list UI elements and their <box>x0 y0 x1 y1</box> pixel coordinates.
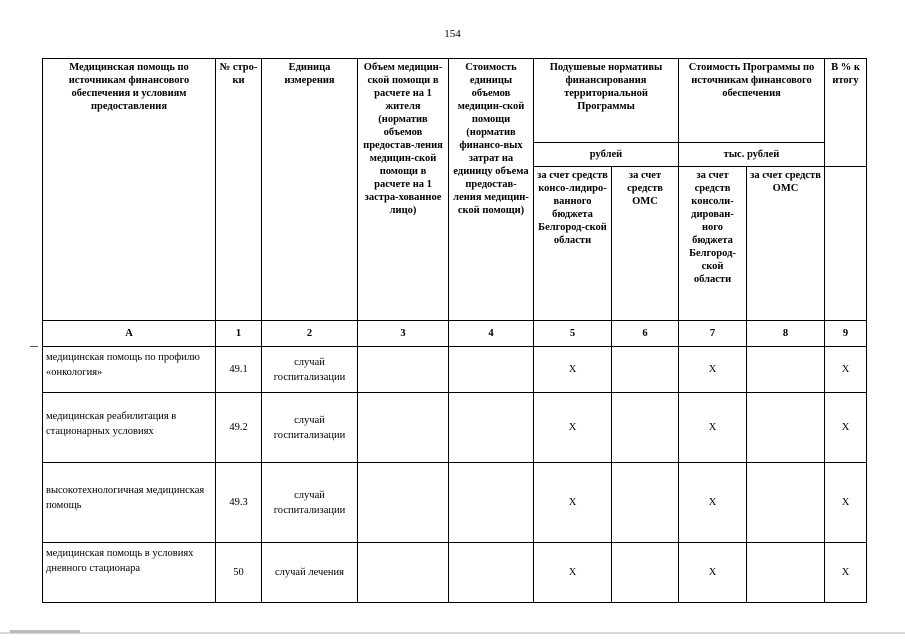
header-unit-cost: Стоимость единицы объемов медицин-ской помощи (норматив финансо-вых затрат на единицу объема предостав-ления медицин-ской помощи) <box>449 59 534 321</box>
table-row <box>43 393 867 463</box>
row-unit: случай госпитализации <box>262 393 358 463</box>
row-c7: X <box>679 347 747 393</box>
index-cell: 9 <box>825 321 867 347</box>
index-cell: 5 <box>534 321 612 347</box>
table-row <box>43 543 867 603</box>
row-c7: X <box>679 543 747 603</box>
header-thousand-rubles: тыс. рублей <box>679 143 825 167</box>
row-unit: случай госпитализации <box>262 347 358 393</box>
row-line: 49.3 <box>216 463 262 543</box>
header-volume: Объем медицин-ской помощи в расчете на 1 жителя (норматив объемов предостав-ления медицин-ской помощи в расчете на 1 застра-хованное лицо) <box>358 59 449 321</box>
row-c5: X <box>534 463 612 543</box>
scan-margin-mark <box>30 346 38 347</box>
header-rubles: рублей <box>534 143 679 167</box>
row-volume <box>358 393 449 463</box>
row-c6 <box>612 393 679 463</box>
row-c9: X <box>825 543 867 603</box>
column-index-row <box>43 321 867 347</box>
row-unit: случай госпитализации <box>262 463 358 543</box>
header-percent-total: В % к итогу <box>825 59 867 167</box>
scan-bottom-edge-mark <box>10 630 80 633</box>
index-cell: 4 <box>449 321 534 347</box>
row-c8 <box>747 463 825 543</box>
row-c8 <box>747 543 825 603</box>
row-c6 <box>612 463 679 543</box>
table-row <box>43 463 867 543</box>
row-unit-cost <box>449 543 534 603</box>
header-oms-rub: за счет средств ОМС <box>612 167 679 321</box>
row-line: 50 <box>216 543 262 603</box>
financing-table <box>42 58 867 603</box>
index-cell: 6 <box>612 321 679 347</box>
row-volume <box>358 347 449 393</box>
index-cell: 2 <box>262 321 358 347</box>
header-line-number: № стро-ки <box>216 59 262 321</box>
row-line: 49.2 <box>216 393 262 463</box>
row-name: медицинская помощь по профилю «онкология» <box>43 347 216 393</box>
index-cell: 1 <box>216 321 262 347</box>
row-c6 <box>612 543 679 603</box>
row-line: 49.1 <box>216 347 262 393</box>
row-unit-cost <box>449 347 534 393</box>
row-unit-cost <box>449 463 534 543</box>
header-consolidated-budget-tys: за счет средств консоли-дирован-ного бюджета Белгород-ской области <box>679 167 747 321</box>
row-name: медицинская реабилитация в стационарных условиях <box>43 393 216 463</box>
row-name: медицинская помощь в условиях дневного стационара <box>43 543 216 603</box>
row-c6 <box>612 347 679 393</box>
row-c7: X <box>679 393 747 463</box>
header-medical-care: Медицинская помощь по источникам финансового обеспечения и условиям предоставления <box>43 59 216 321</box>
row-c9: X <box>825 347 867 393</box>
row-c5: X <box>534 543 612 603</box>
index-cell: А <box>43 321 216 347</box>
index-cell: 7 <box>679 321 747 347</box>
table-row <box>43 347 867 393</box>
row-volume <box>358 463 449 543</box>
index-cell: 8 <box>747 321 825 347</box>
index-cell: 3 <box>358 321 449 347</box>
row-c9: X <box>825 463 867 543</box>
page-number: 154 <box>444 28 461 40</box>
row-name: высокотехнологичная медицинская помощь <box>43 463 216 543</box>
header-per-capita: Подушевые нормативы финансирования территориальной Программы <box>534 59 679 143</box>
row-volume <box>358 543 449 603</box>
header-unit: Единица измерения <box>262 59 358 321</box>
row-c9: X <box>825 393 867 463</box>
row-unit: случай лечения <box>262 543 358 603</box>
row-c8 <box>747 393 825 463</box>
header-program-cost: Стоимость Программы по источникам финансового обеспечения <box>679 59 825 143</box>
header-consolidated-budget-rub: за счет средств консо-лидиро-ванного бюджета Белгород-ской области <box>534 167 612 321</box>
row-c8 <box>747 347 825 393</box>
row-c7: X <box>679 463 747 543</box>
scan-bottom-edge <box>0 632 905 634</box>
row-c5: X <box>534 393 612 463</box>
row-c5: X <box>534 347 612 393</box>
row-unit-cost <box>449 393 534 463</box>
header-oms-tys: за счет средств ОМС <box>747 167 825 321</box>
header-percent-blank <box>825 167 867 321</box>
